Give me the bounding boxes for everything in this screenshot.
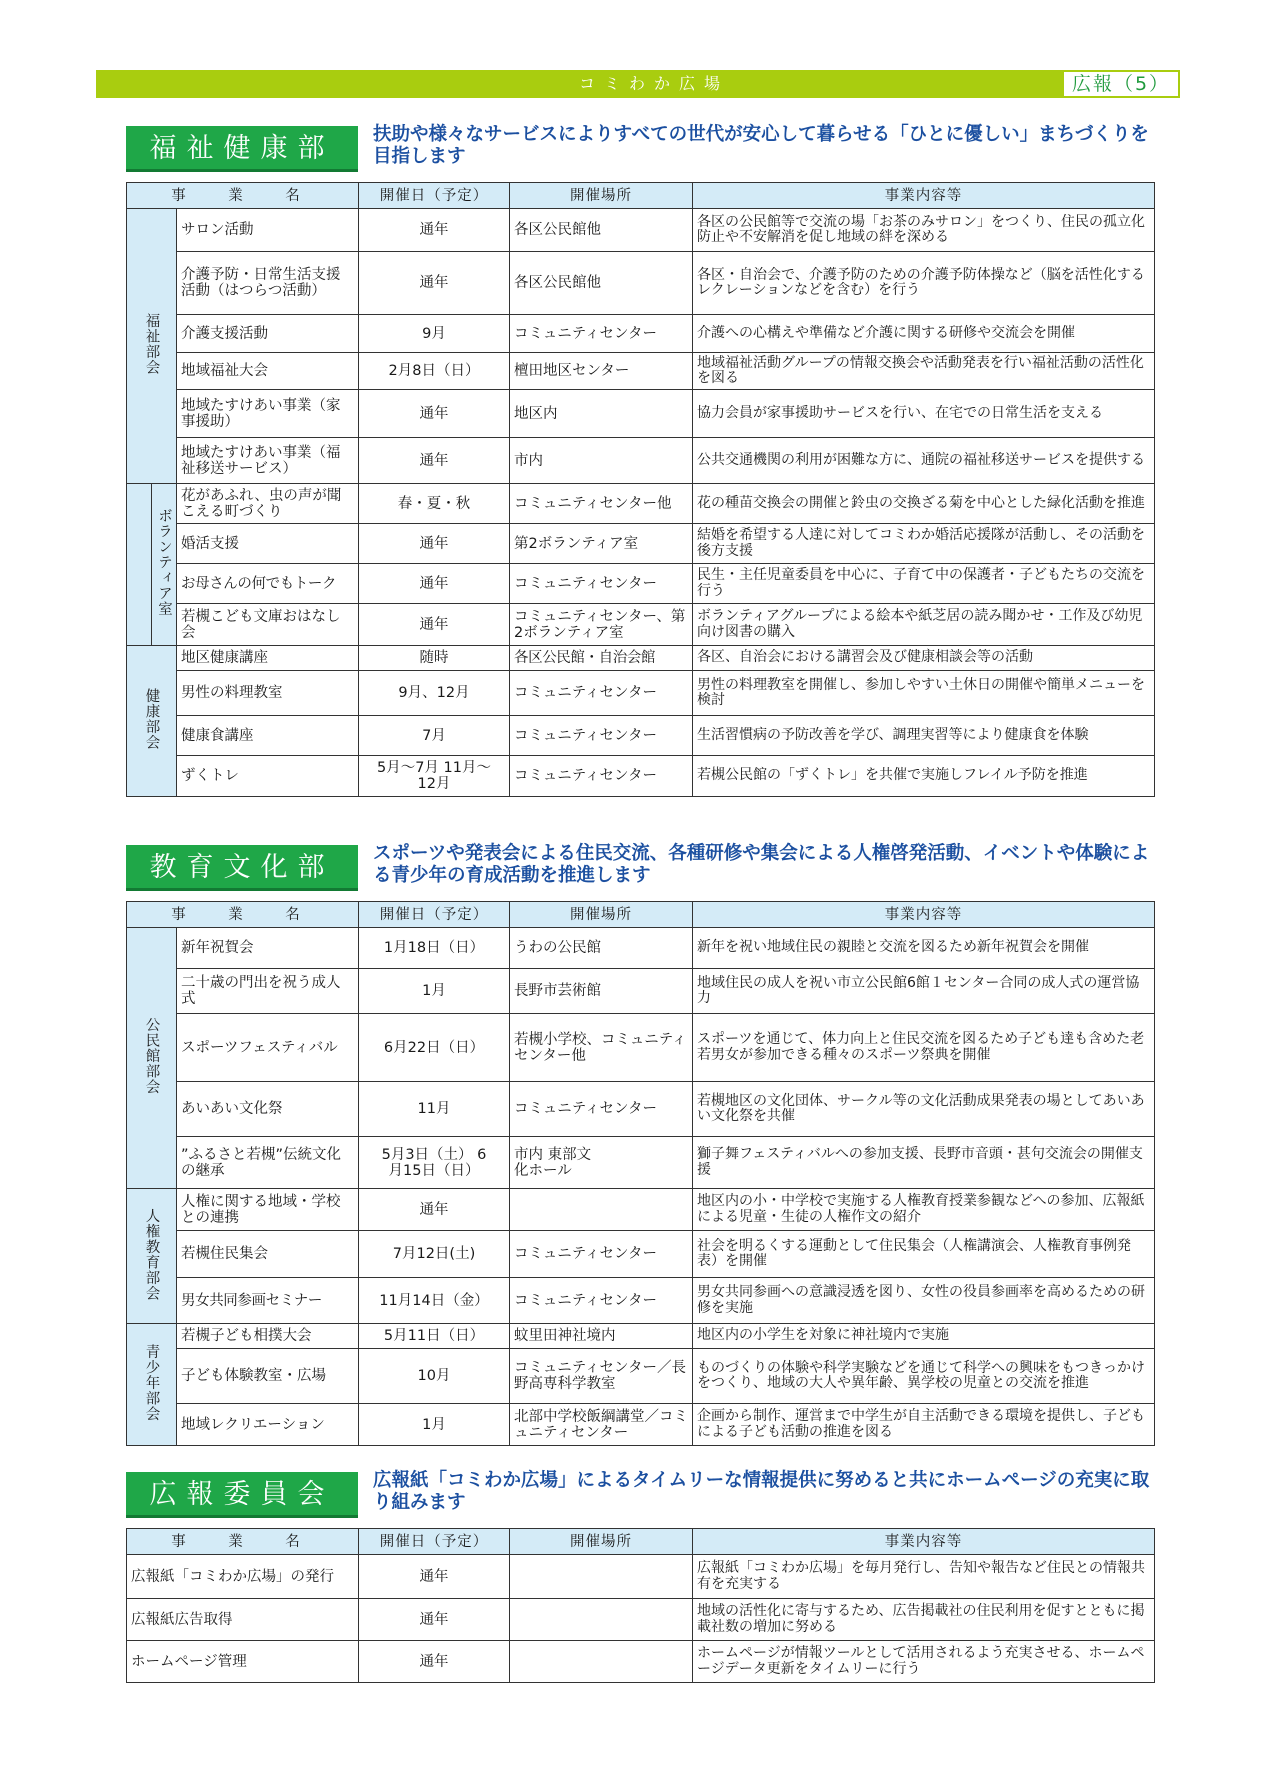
row-place: [510, 1599, 693, 1641]
row-name: 二十歳の門出を祝う成人式: [177, 969, 359, 1014]
page-number-badge: 広報（5）: [1062, 70, 1180, 98]
table-row: [127, 1082, 1155, 1137]
publication-title: コミわか広場: [578, 74, 729, 93]
row-content: 男女共同参画への意識浸透を図り、女性の役員参画率を高めるための研修を実施: [693, 1278, 1155, 1324]
row-date: 通年: [359, 209, 510, 252]
row-content: 花の種苗交換会の開催と鈴虫の交換ざる菊を中心とした緑化活動を推進: [693, 484, 1155, 524]
education-section-header: [126, 843, 1154, 895]
row-place: 市内 東部文化ホール: [510, 1137, 693, 1189]
row-place: コミュニティセンター: [510, 1278, 693, 1324]
welfare-table: [126, 182, 1155, 797]
table-row: [127, 1555, 1155, 1599]
table-row: [127, 1189, 1155, 1231]
col-header-name: 事 業 名: [127, 902, 359, 928]
row-place: [510, 1555, 693, 1599]
group-label-seishonen: 青少年部会: [127, 1324, 177, 1446]
table-row: [127, 315, 1155, 353]
row-content: 生活習慣病の予防改善を学び、調理実習等により健康食を体験: [693, 716, 1155, 756]
col-header-content: 事業内容等: [693, 1529, 1155, 1555]
row-name: 男女共同参画セミナー: [177, 1278, 359, 1324]
table-row: [127, 484, 1155, 524]
table-row: [127, 671, 1155, 716]
row-date: 通年: [359, 390, 510, 438]
row-date: 11月: [359, 1082, 510, 1137]
welfare-tagline: 扶助や様々なサービスによりすべての世代が安心して暮らせる「ひとに優しい」まちづくりを目指します: [373, 124, 1149, 167]
table-row: [127, 1014, 1155, 1082]
group-label-jinken: 人権教育部会: [127, 1189, 177, 1324]
row-date: 7月: [359, 716, 510, 756]
row-name: ホームページ管理: [127, 1641, 359, 1683]
row-date: 通年: [359, 1555, 510, 1599]
row-place: コミュニティセンター／長野高専科学教室: [510, 1349, 693, 1404]
table-row: [127, 646, 1155, 671]
row-date: 通年: [359, 564, 510, 604]
col-header-name: 事 業 名: [127, 1529, 359, 1555]
row-content: 地域の活性化に寄与するため、広告掲載社の住民利用を促すとともに掲載社数の増加に努める: [693, 1599, 1155, 1641]
row-date: 5月～7月 11月～12月: [359, 756, 510, 797]
page-header-bar: [96, 70, 1180, 98]
table-header-row: [127, 1529, 1155, 1555]
row-content: 広報紙「コミわか広場」を毎月発行し、告知や報告など住民との情報共有を充実する: [693, 1555, 1155, 1599]
pr-section: [126, 1470, 1154, 1683]
row-date: 通年: [359, 1641, 510, 1683]
row-content: 企画から制作、運営まで中学生が自主活動できる環境を提供し、子どもによる子ども活動の推進を図る: [693, 1404, 1155, 1446]
row-content: 各区・自治会で、介護予防のための介護予防体操など（脳を活性化するレクレーションなどを含む）を行う: [693, 252, 1155, 315]
row-name: ”ふるさと若槻”伝統文化の継承: [177, 1137, 359, 1189]
table-row: [127, 756, 1155, 797]
row-name: 子ども体験教室・広場: [177, 1349, 359, 1404]
row-content: 各区、自治会における講習会及び健康相談会等の活動: [693, 646, 1155, 671]
row-place: 各区公民館・自治会館: [510, 646, 693, 671]
table-row: [127, 1278, 1155, 1324]
row-content: 公共交通機関の利用が困難な方に、通院の福祉移送サービスを提供する: [693, 438, 1155, 484]
row-name: 広報紙「コミわか広場」の発行: [127, 1555, 359, 1599]
row-place: 若槻小学校、コミュニティセンター他: [510, 1014, 693, 1082]
table-header-row: [127, 902, 1155, 928]
row-name: 花があふれ、虫の声が聞こえる町づくり: [177, 484, 359, 524]
row-date: 9月、12月: [359, 671, 510, 716]
col-header-date: 開催日（予定）: [359, 1529, 510, 1555]
row-date: 1月: [359, 969, 510, 1014]
row-date: 随時: [359, 646, 510, 671]
row-place: 各区公民館他: [510, 252, 693, 315]
table-row: [127, 1599, 1155, 1641]
row-name: 若槻住民集会: [177, 1231, 359, 1278]
row-content: 新年を祝い地域住民の親睦と交流を図るため新年祝賀会を開催: [693, 928, 1155, 969]
table-row: [127, 353, 1155, 390]
row-content: 社会を明るくする運動として住民集会（人権講演会、人権教育事例発表）を開催: [693, 1231, 1155, 1278]
welfare-section-header: [126, 124, 1154, 176]
row-name: 婚活支援: [177, 524, 359, 564]
row-name: 若槻子ども相撲大会: [177, 1324, 359, 1349]
group-label-volunteer: ボランティア室: [152, 484, 177, 646]
row-name: お母さんの何でもトーク: [177, 564, 359, 604]
education-section: [126, 843, 1154, 1446]
row-content: 地域住民の成人を祝い市立公民館6館１センター合同の成人式の運営協力: [693, 969, 1155, 1014]
row-place: コミュニティセンター: [510, 1231, 693, 1278]
row-name: 地域たすけあい事業（家事援助）: [177, 390, 359, 438]
row-content: 獅子舞フェスティバルへの参加支援、長野市音頭・甚句交流会の開催支援: [693, 1137, 1155, 1189]
row-content: ホームページが情報ツールとして活用されるよう充実させる、ホームページデータ更新をタイムリーに行う: [693, 1641, 1155, 1683]
pr-table: [126, 1528, 1155, 1683]
col-header-place: 開催場所: [510, 183, 693, 209]
row-place: コミュニティセンター: [510, 564, 693, 604]
col-header-date: 開催日（予定）: [359, 183, 510, 209]
row-place: 檀田地区センター: [510, 353, 693, 390]
row-name: 男性の料理教室: [177, 671, 359, 716]
row-content: 地区内の小・中学校で実施する人権教育授業参観などへの参加、広報紙による児童・生徒の人権作文の紹介: [693, 1189, 1155, 1231]
row-content: 各区の公民館等で交流の場「お茶のみサロン」をつくり、住民の孤立化防止や不安解消を促し地域の絆を深める: [693, 209, 1155, 252]
table-row: [127, 438, 1155, 484]
row-date: 1月18日（日）: [359, 928, 510, 969]
pr-section-header: [126, 1470, 1154, 1522]
row-content: 結婚を希望する人達に対してコミわか婚活応援隊が活動し、その活動を後方支援: [693, 524, 1155, 564]
row-name: 新年祝賀会: [177, 928, 359, 969]
education-dept-title: 教育文化部: [126, 845, 358, 891]
table-row: [127, 252, 1155, 315]
table-row: [127, 1349, 1155, 1404]
row-date: 春・夏・秋: [359, 484, 510, 524]
row-place: コミュニティセンター: [510, 315, 693, 353]
row-content: 若槻地区の文化団体、サークル等の文化活動成果発表の場としてあいあい文化祭を共催: [693, 1082, 1155, 1137]
row-name: 介護予防・日常生活支援活動（はつらつ活動）: [177, 252, 359, 315]
row-place: コミュニティセンター: [510, 1082, 693, 1137]
education-table: [126, 901, 1155, 1446]
col-header-content: 事業内容等: [693, 183, 1155, 209]
row-content: 地域福祉活動グループの情報交換会や活動発表を行い福祉活動の活性化を図る: [693, 353, 1155, 390]
pr-dept-title: 広報委員会: [126, 1472, 358, 1518]
row-name: 広報紙広告取得: [127, 1599, 359, 1641]
table-row: [127, 716, 1155, 756]
group-indent: [127, 484, 152, 646]
row-date: 5月11日（日）: [359, 1324, 510, 1349]
row-content: 協力会員が家事援助サービスを行い、在宅での日常生活を支える: [693, 390, 1155, 438]
row-name: ずくトレ: [177, 756, 359, 797]
group-label-fukushi: 福祉部会: [127, 209, 177, 484]
row-place: うわの公民館: [510, 928, 693, 969]
row-place: [510, 1641, 693, 1683]
table-row: [127, 928, 1155, 969]
row-content: 地区内の小学生を対象に神社境内で実施: [693, 1324, 1155, 1349]
col-header-place: 開催場所: [510, 902, 693, 928]
row-date: 10月: [359, 1349, 510, 1404]
table-row: [127, 1324, 1155, 1349]
row-name: スポーツフェスティバル: [177, 1014, 359, 1082]
row-place: コミュニティセンター他: [510, 484, 693, 524]
group-label-kenko: 健康部会: [127, 646, 177, 797]
row-place: コミュニティセンター、第2ボランティア室: [510, 604, 693, 646]
table-header-row: [127, 183, 1155, 209]
table-row: [127, 390, 1155, 438]
row-content: 男性の料理教室を開催し、参加しやすい土休日の開催や簡単メニューを検討: [693, 671, 1155, 716]
row-date: 通年: [359, 252, 510, 315]
row-name: 人権に関する地域・学校との連携: [177, 1189, 359, 1231]
row-name: 介護支援活動: [177, 315, 359, 353]
table-row: [127, 1231, 1155, 1278]
row-name: 地区健康講座: [177, 646, 359, 671]
row-date: 通年: [359, 1189, 510, 1231]
row-name: 健康食講座: [177, 716, 359, 756]
row-place: 長野市芸術館: [510, 969, 693, 1014]
row-date: 通年: [359, 604, 510, 646]
row-place: 地区内: [510, 390, 693, 438]
row-place: [510, 1189, 693, 1231]
col-header-name: 事 業 名: [127, 183, 359, 209]
welfare-section: [126, 124, 1154, 797]
row-place: コミュニティセンター: [510, 756, 693, 797]
table-row: [127, 969, 1155, 1014]
group-label-kominkan: 公民館部会: [127, 928, 177, 1189]
row-place: コミュニティセンター: [510, 716, 693, 756]
row-content: ボランティアグループによる絵本や紙芝居の読み聞かせ・工作及び幼児向け図書の購入: [693, 604, 1155, 646]
row-date: 通年: [359, 1599, 510, 1641]
row-name: 地域福祉大会: [177, 353, 359, 390]
row-date: 6月22日（日）: [359, 1014, 510, 1082]
col-header-place: 開催場所: [510, 1529, 693, 1555]
row-name: あいあい文化祭: [177, 1082, 359, 1137]
row-place: コミュニティセンター: [510, 671, 693, 716]
education-tagline: スポーツや発表会による住民交流、各種研修や集会による人権啓発活動、イベントや体験による青少年の育成活動を推進します: [373, 843, 1150, 886]
table-row: [127, 604, 1155, 646]
table-row: [127, 1641, 1155, 1683]
row-content: 若槻公民館の「ずくトレ」を共催で実施しフレイル予防を推進: [693, 756, 1155, 797]
row-content: 介護への心構えや準備など介護に関する研修や交流会を開催: [693, 315, 1155, 353]
row-date: 7月12日(土): [359, 1231, 510, 1278]
table-row: [127, 564, 1155, 604]
col-header-date: 開催日（予定）: [359, 902, 510, 928]
row-place: 蚊里田神社境内: [510, 1324, 693, 1349]
row-name: 若槻こども文庫おはなし会: [177, 604, 359, 646]
pr-tagline: 広報紙「コミわか広場」によるタイムリーな情報提供に努めると共にホームページの充実に取り組みます: [373, 1470, 1150, 1513]
row-content: スポーツを通じて、体力向上と住民交流を図るため子ども達も含めた老若男女が参加できる種々のスポーツ祭典を開催: [693, 1014, 1155, 1082]
row-date: 通年: [359, 524, 510, 564]
welfare-dept-title: 福祉健康部: [126, 126, 358, 172]
col-header-content: 事業内容等: [693, 902, 1155, 928]
row-date: 5月3日（土） 6月15日（日）: [359, 1137, 510, 1189]
table-row: [127, 1137, 1155, 1189]
table-row: [127, 209, 1155, 252]
row-date: 9月: [359, 315, 510, 353]
row-date: 通年: [359, 438, 510, 484]
table-row: [127, 1404, 1155, 1446]
row-date: 2月8日（日）: [359, 353, 510, 390]
row-date: 1月: [359, 1404, 510, 1446]
row-place: 市内: [510, 438, 693, 484]
table-row: [127, 524, 1155, 564]
row-name: 地域たすけあい事業（福祉移送サービス）: [177, 438, 359, 484]
row-place: 第2ボランティア室: [510, 524, 693, 564]
row-place: 北部中学校飯綱講堂／コミュニティセンター: [510, 1404, 693, 1446]
row-place: 各区公民館他: [510, 209, 693, 252]
row-date: 11月14日（金）: [359, 1278, 510, 1324]
row-name: サロン活動: [177, 209, 359, 252]
row-content: ものづくりの体験や科学実験などを通じて科学への興味をもつきっかけをつくり、地域の大人や異年齢、異学校の児童との交流を推進: [693, 1349, 1155, 1404]
row-content: 民生・主任児童委員を中心に、子育て中の保護者・子どもたちの交流を行う: [693, 564, 1155, 604]
row-name: 地域レクリエーション: [177, 1404, 359, 1446]
